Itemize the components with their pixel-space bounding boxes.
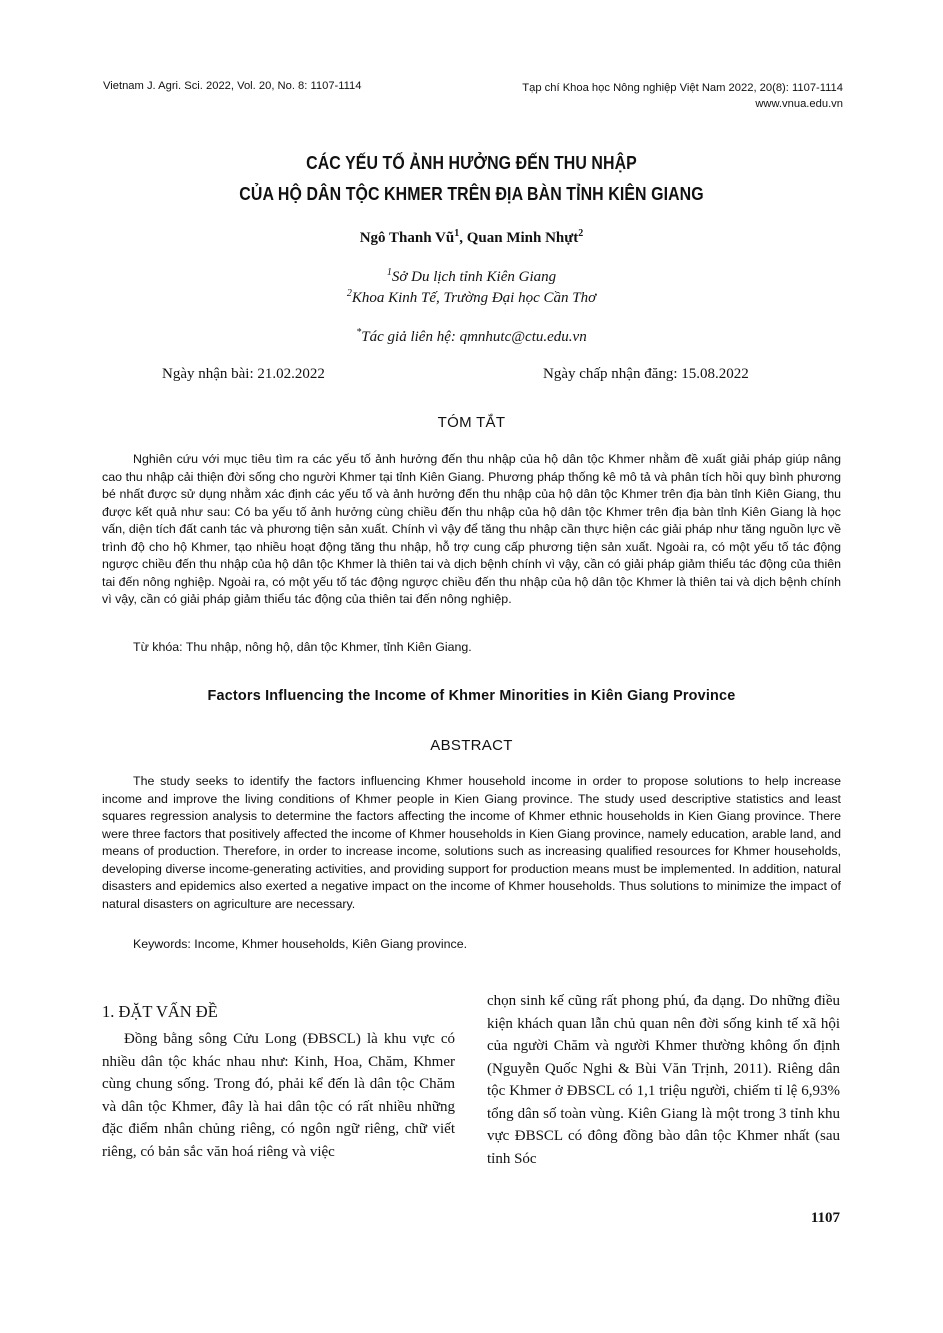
- author-separator: ,: [459, 230, 467, 246]
- author-affiliation-mark: 1: [454, 228, 460, 239]
- author-affiliation-mark: 2: [578, 228, 584, 239]
- author-name: Ngô Thanh Vũ: [359, 230, 455, 246]
- journal-website: www.vnua.edu.vn: [755, 98, 843, 110]
- abstract-heading: ABSTRACT: [430, 737, 513, 754]
- body-column-right: chọn sinh kế cũng rất phong phú, đa dạng. Do những điều kiện khách quan lẫn chủ quan nên đời sống kinh tế xã hội của người Chăm và người Khmer thường không ổn định (Nguyễn Quốc Nghi & Bùi Văn Trịnh, 2011). Riêng dân tộc Khmer ở ĐBSCL có 1,1 triệu người, chiếm tỉ lệ 6,93% tổng dân số toàn vùng. Kiên Giang là một trong 3 tỉnh khu vực ĐBSCL có đông đồng bào dân tộc Khmer nhất (sau tỉnh Sóc: [487, 993, 840, 1167]
- affiliation-2: [0, 288, 943, 307]
- journal-citation-en: Vietnam J. Agri. Sci. 2022, Vol. 20, No. 8: 1107-1114: [103, 80, 362, 92]
- author-list: [0, 228, 943, 247]
- author-name: Quan Minh Nhựt: [466, 230, 579, 246]
- summary-body: Nghiên cứu với mục tiêu tìm ra các yếu tố ảnh hưởng đến thu nhập của hộ dân tộc Khmer nhằm đề xuất giải pháp giúp nâng cao thu nhập cải thiện đời sống cho người Khmer tại tỉnh Kiên Giang. Phương pháp thống kê mô tả và phân tích hồi quy bình phương bé nhất được sử dụng nhằm xác định các yếu tố và ảnh hưởng đến thu nhập của hộ dân tộc Khmer trên địa bàn tỉnh Kiên Giang, thu được kết quả như sau: Có ba yếu tố ảnh hưởng cùng chiều đến thu nhập của hộ dân tộc Khmer trên địa bàn tỉnh Kiên Giang là học vấn, diện tích đất canh tác và phương tiện sản xuất. Chính vì vậy để tăng thu nhập cần thực hiện các giải pháp như tăng nguồn lực về trình độ cho hộ Khmer, tạo nhiều hoạt động tăng thu nhập, hỗ trợ cung cấp phương tiện sản xuất. Ngoài ra, có một yếu tố tác động ngược chiều đến thu nhập của hộ dân tộc Khmer là thiên tai và dịch bệnh chính vì vậy, cần có giải pháp giảm thiểu tác động của thiên tai đến nông nghiệp. Ngoài ra, có một yếu tố tác động ngược chiều đến thu nhập của hộ dân tộc Khmer là thiên tai và dịch bệnh chính vì vậy, cần có giải pháp giảm thiểu tác động của thiên tai đến nông nghiệp.: [102, 452, 841, 606]
- journal-citation-vn-line: Tạp chí Khoa học Nông nghiệp Việt Nam 2022, 20(8): 1107-1114: [522, 82, 843, 94]
- corresponding-mark: *: [356, 327, 362, 338]
- journal-citation-vn: [522, 80, 843, 112]
- abstract-body: The study seeks to identify the factors influencing Khmer household income in order to propose solutions to help increase income and improve the living conditions of Khmer people in Kien Giang province. The study used descriptive statistics and least squares regression analysis to determine the factors affecting the income of Khmer ethnic households in Kien Giang province. There were three factors that positively affected the income of Khmer households in Kien Giang province, namely education, arable land, and means of production. Therefore, in order to increase income, solutions such as increasing qualified resources for Khmer households, developing diverse income-generating activities, and providing support for production means must be implemented. In addition, natural disasters and epidemics also exerted a negative impact on the income of Khmer households. Thus solutions to minimize the impact of natural disasters on agriculture are necessary.: [102, 774, 841, 911]
- summary-heading: TÓM TẮT: [437, 414, 506, 431]
- english-title: Factors Influencing the Income of Khmer Minorities in Kiên Giang Province: [207, 688, 736, 704]
- accepted-date: Ngày chấp nhận đăng: 15.08.2022: [543, 366, 749, 382]
- affiliation-mark: 2: [346, 288, 352, 299]
- affiliation-text: Sở Du lịch tỉnh Kiên Giang: [391, 269, 557, 285]
- received-date: Ngày nhận bài: 21.02.2022: [162, 366, 325, 382]
- body-column-left: Đồng bằng sông Cửu Long (ĐBSCL) là khu vực có nhiều dân tộc khác nhau như: Kinh, Hoa, Chăm, Khmer cùng chung sống. Trong đó, phải kể đến là dân tộc Chăm và dân tộc Khmer, đây là hai dân tộc có rất nhiều những đặc điểm nhân chủng riêng, có ngôn ngữ riêng, chữ viết riêng, có bản sắc văn hoá riêng và việc: [102, 1031, 455, 1160]
- paper-title-line-1: CÁC YẾU TỐ ẢNH HƯỞNG ĐẾN THU NHẬP: [306, 152, 637, 173]
- affiliation-mark: 1: [386, 267, 392, 278]
- paper-title-line-2: CỦA HỘ DÂN TỘC KHMER TRÊN ĐỊA BÀN TỈNH KIÊN GIANG: [239, 183, 704, 204]
- corresponding-author: [0, 327, 943, 346]
- page-number: 1107: [810, 1210, 840, 1226]
- affiliation-text: Khoa Kinh Tế, Trường Đại học Cần Thơ: [351, 290, 597, 306]
- keywords-vn: Từ khóa: Thu nhập, nông hộ, dân tộc Khmer, tỉnh Kiên Giang.: [133, 640, 472, 654]
- keywords-en: Keywords: Income, Khmer households, Kiên Giang province.: [133, 937, 468, 951]
- affiliation-1: [0, 267, 943, 286]
- corresponding-email: Tác giả liên hệ: qmnhutc@ctu.edu.vn: [361, 329, 587, 345]
- section-heading: 1. ĐẶT VẤN ĐỀ: [102, 1002, 218, 1021]
